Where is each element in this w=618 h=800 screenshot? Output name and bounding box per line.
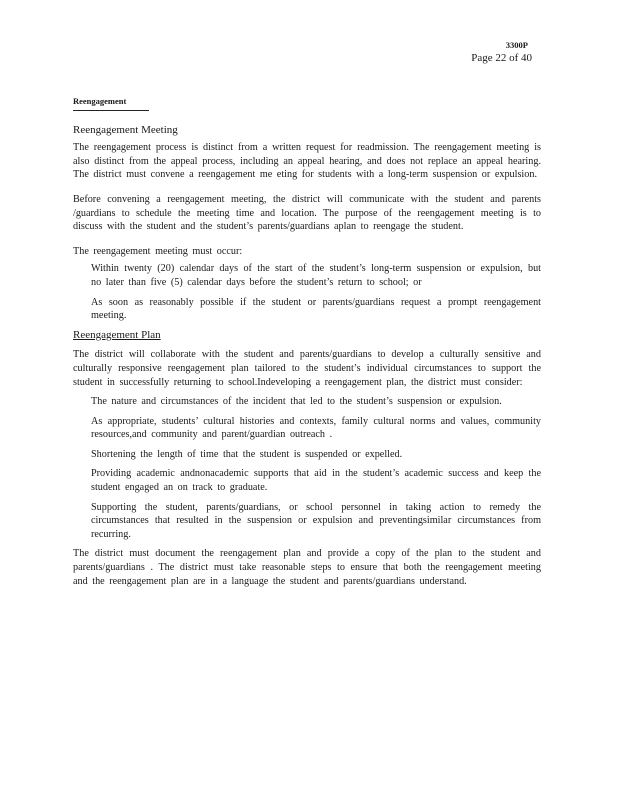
section-title: Reengagement bbox=[73, 95, 149, 111]
occur-list bbox=[73, 262, 541, 322]
list-item-text: Within twenty (20) calendar days of the start of the student’s long-term suspension or expulsion, but no later than five (5) calendar days before the student’s return to school; or bbox=[91, 263, 541, 288]
list-item-text: As soon as reasonably possible if the student or parents/guardians request a prompt reengagement meeting. bbox=[91, 296, 541, 322]
list-item-text: Providing academic andnonacademic supports that aid in the student’s academic success and keep the student engaged an on track to graduate. bbox=[91, 468, 541, 494]
list-item-text: The nature and circumstances of the incident that led to the student’s suspension or expulsion. bbox=[91, 396, 502, 408]
policy-code: 3300P bbox=[505, 40, 528, 50]
meeting-paragraph-1: The reengagement process is distinct from a written request for readmission. The reengagement meeting is also distinct from the appeal process, including an appeal hearing, and does not replace an appeal hearing. The district must convene a reengagement me eting for students with a long-term suspension or expulsion. bbox=[73, 142, 541, 181]
list-item-text: As appropriate, students’ cultural histories and contexts, family cultural norms and values, community resources,and community and parent/guardian outreach . bbox=[91, 415, 541, 441]
plan-heading: Reengagement Plan bbox=[73, 328, 161, 341]
occur-intro: The reengagement meeting must occur: bbox=[73, 245, 243, 257]
meeting-heading: Reengagement Meeting bbox=[73, 123, 178, 136]
list-item bbox=[73, 296, 541, 323]
list-item bbox=[73, 448, 541, 462]
consider-list bbox=[73, 395, 541, 541]
list-item-text: Supporting the student, parents/guardians, or school personnel in taking action to remedy the circumstances that resulted in the suspension or expulsion and preventingsimilar circumstances from recurring. bbox=[91, 501, 541, 540]
plan-paragraph: The district will collaborate with the student and parents/guardians to develop a culturally sensitive and culturally responsive reengagement plan tailored to the student’s individual circumstances to support the student in successfully returning to school.Indeveloping a reengagement plan, the district must consider: bbox=[73, 349, 541, 388]
page-number: Page 22 of 40 bbox=[471, 52, 532, 64]
list-item-text: Shortening the length of time that the student is suspended or expelled. bbox=[91, 448, 403, 460]
list-item bbox=[73, 262, 541, 289]
list-item bbox=[73, 467, 541, 494]
list-item bbox=[73, 501, 541, 542]
closing-paragraph: The district must document the reengagement plan and provide a copy of the plan to the student and parents/guardians . The district must take reasonable steps to ensure that both the reengagement meeting and the reengagement plan are in a language the student and parents/guardians understand. bbox=[73, 548, 541, 587]
list-item bbox=[73, 415, 541, 442]
list-item bbox=[73, 395, 541, 409]
document-body bbox=[73, 95, 541, 599]
meeting-paragraph-2: Before convening a reengagement meeting, the district will communicate with the student and parents /guardians to schedule the meeting time and location. The purpose of the reengagement meeting is to discuss with the student and the student’s parents/guardians aplan to reengage the student. bbox=[73, 193, 541, 233]
